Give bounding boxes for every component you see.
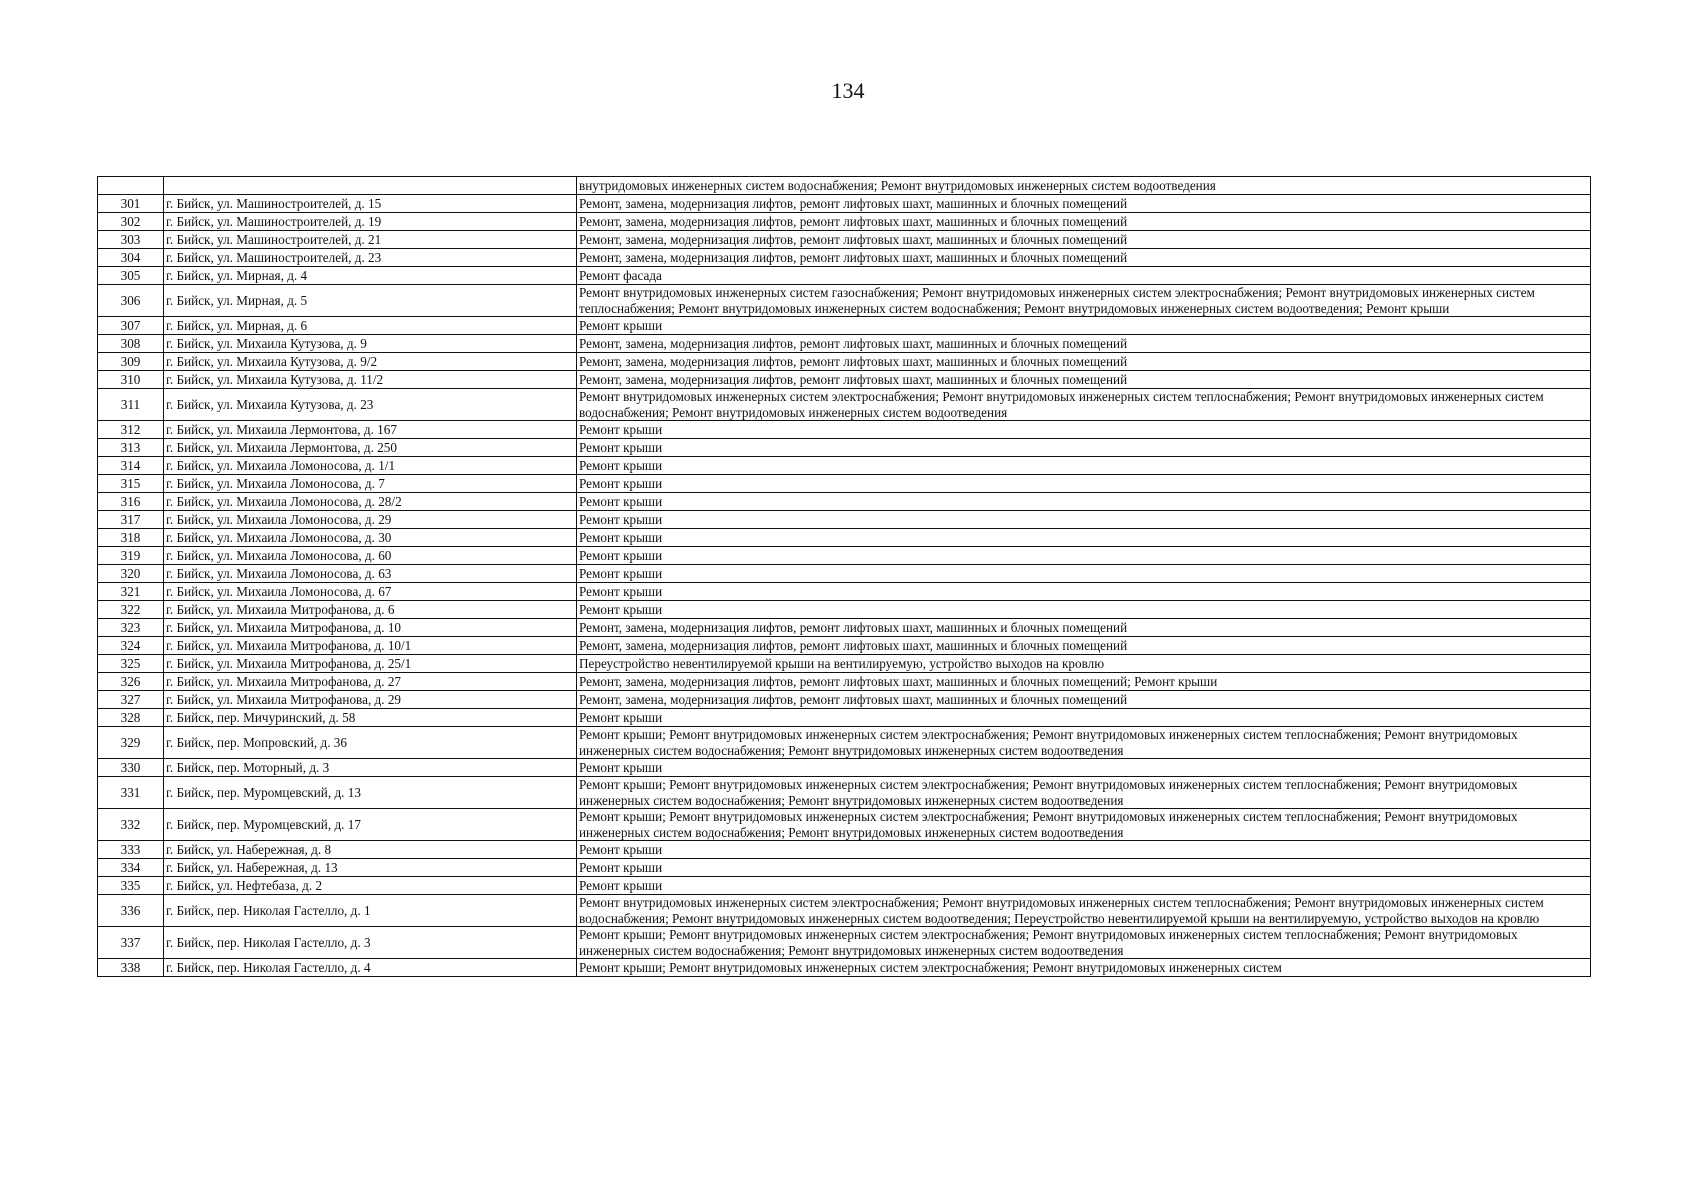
work-type-cell: Ремонт крыши; Ремонт внутридомовых инженерных систем электроснабжения; Ремонт внутридомовых инженерных систем теплоснабжения; Ремонт внутридомовых инженерных систем водоснабжения; Ремонт внутридомовых инженерных систем водоотведения [577, 809, 1591, 841]
table-row [98, 895, 1591, 927]
row-number-cell: 315 [98, 475, 164, 493]
address-cell: г. Бийск, пер. Мичуринский, д. 58 [164, 709, 577, 727]
address-cell: г. Бийск, пер. Мопровский, д. 36 [164, 727, 577, 759]
row-number-cell: 311 [98, 389, 164, 421]
row-number-cell: 335 [98, 877, 164, 895]
table-row [98, 959, 1591, 977]
address-cell: г. Бийск, ул. Михаила Ломоносова, д. 29 [164, 511, 577, 529]
address-cell: г. Бийск, ул. Михаила Кутузова, д. 9 [164, 335, 577, 353]
table-row [98, 285, 1591, 317]
row-number-cell: 319 [98, 547, 164, 565]
table-row [98, 727, 1591, 759]
address-cell: г. Бийск, ул. Михаила Кутузова, д. 11/2 [164, 371, 577, 389]
table-row [98, 475, 1591, 493]
work-type-cell: Ремонт крыши [577, 877, 1591, 895]
page-number: 134 [831, 78, 865, 103]
work-type-cell: Ремонт крыши [577, 601, 1591, 619]
work-type-cell: Ремонт крыши; Ремонт внутридомовых инженерных систем электроснабжения; Ремонт внутридомовых инженерных систем теплоснабжения; Ремонт внутридомовых инженерных систем водоснабжения; Ремонт внутридомовых инженерных систем водоотведения [577, 777, 1591, 809]
work-type-cell: Ремонт крыши [577, 457, 1591, 475]
work-type-cell: Ремонт крыши [577, 511, 1591, 529]
table-row [98, 353, 1591, 371]
row-number-cell: 306 [98, 285, 164, 317]
table-row [98, 177, 1591, 195]
table-row [98, 547, 1591, 565]
row-number-cell: 332 [98, 809, 164, 841]
registry-body [98, 177, 1591, 977]
address-cell: г. Бийск, ул. Михаила Митрофанова, д. 27 [164, 673, 577, 691]
table-row [98, 371, 1591, 389]
work-type-cell: Ремонт крыши [577, 439, 1591, 457]
address-cell: г. Бийск, ул. Михаила Митрофанова, д. 6 [164, 601, 577, 619]
address-cell: г. Бийск, пер. Муромцевский, д. 13 [164, 777, 577, 809]
table-row [98, 529, 1591, 547]
work-type-cell: Ремонт, замена, модернизация лифтов, ремонт лифтовых шахт, машинных и блочных помещений [577, 213, 1591, 231]
work-type-cell: Ремонт крыши [577, 583, 1591, 601]
row-number-cell: 309 [98, 353, 164, 371]
table-row [98, 267, 1591, 285]
row-number-cell: 338 [98, 959, 164, 977]
row-number-cell: 324 [98, 637, 164, 655]
row-number-cell: 321 [98, 583, 164, 601]
row-number-cell: 301 [98, 195, 164, 213]
table-row [98, 583, 1591, 601]
row-number-cell: 308 [98, 335, 164, 353]
address-cell: г. Бийск, ул. Михаила Ломоносова, д. 28/2 [164, 493, 577, 511]
row-number-cell: 304 [98, 249, 164, 267]
row-number-cell: 331 [98, 777, 164, 809]
table-row [98, 637, 1591, 655]
work-type-cell: Ремонт крыши [577, 317, 1591, 335]
address-cell: г. Бийск, пер. Николая Гастелло, д. 4 [164, 959, 577, 977]
row-number-cell [98, 177, 164, 195]
table-row [98, 859, 1591, 877]
address-cell: г. Бийск, ул. Михаила Ломоносова, д. 63 [164, 565, 577, 583]
table-row [98, 439, 1591, 457]
row-number-cell: 320 [98, 565, 164, 583]
table-row [98, 213, 1591, 231]
table-row [98, 249, 1591, 267]
work-type-cell: Ремонт, замена, модернизация лифтов, ремонт лифтовых шахт, машинных и блочных помещений [577, 335, 1591, 353]
table-row [98, 759, 1591, 777]
table-row [98, 195, 1591, 213]
row-number-cell: 317 [98, 511, 164, 529]
table-row [98, 493, 1591, 511]
address-cell: г. Бийск, пер. Муромцевский, д. 17 [164, 809, 577, 841]
work-type-cell: Ремонт крыши [577, 759, 1591, 777]
address-cell: г. Бийск, ул. Машиностроителей, д. 23 [164, 249, 577, 267]
table-row [98, 709, 1591, 727]
address-cell: г. Бийск, ул. Михаила Кутузова, д. 23 [164, 389, 577, 421]
address-cell: г. Бийск, ул. Михаила Лермонтова, д. 167 [164, 421, 577, 439]
work-type-cell: Ремонт, замена, модернизация лифтов, ремонт лифтовых шахт, машинных и блочных помещений [577, 249, 1591, 267]
work-type-cell: Ремонт, замена, модернизация лифтов, ремонт лифтовых шахт, машинных и блочных помещений [577, 619, 1591, 637]
address-cell: г. Бийск, ул. Михаила Митрофанова, д. 29 [164, 691, 577, 709]
address-cell: г. Бийск, ул. Михаила Ломоносова, д. 7 [164, 475, 577, 493]
table-row [98, 335, 1591, 353]
row-number-cell: 334 [98, 859, 164, 877]
registry-table [97, 176, 1591, 977]
row-number-cell: 327 [98, 691, 164, 709]
row-number-cell: 313 [98, 439, 164, 457]
work-type-cell: Ремонт крыши [577, 493, 1591, 511]
row-number-cell: 325 [98, 655, 164, 673]
row-number-cell: 336 [98, 895, 164, 927]
row-number-cell: 312 [98, 421, 164, 439]
table-row [98, 389, 1591, 421]
table-row [98, 421, 1591, 439]
table-row [98, 927, 1591, 959]
address-cell: г. Бийск, ул. Михаила Ломоносова, д. 30 [164, 529, 577, 547]
address-cell: г. Бийск, ул. Михаила Митрофанова, д. 10/1 [164, 637, 577, 655]
work-type-cell: Ремонт крыши [577, 475, 1591, 493]
work-type-cell: Ремонт, замена, модернизация лифтов, ремонт лифтовых шахт, машинных и блочных помещений [577, 691, 1591, 709]
address-cell: г. Бийск, ул. Михаила Ломоносова, д. 60 [164, 547, 577, 565]
row-number-cell: 310 [98, 371, 164, 389]
row-number-cell: 305 [98, 267, 164, 285]
work-type-cell: Ремонт внутридомовых инженерных систем электроснабжения; Ремонт внутридомовых инженерных систем теплоснабжения; Ремонт внутридомовых инженерных систем водоснабжения; Ремонт внутридомовых инженерных систем водоотведения; Переустройство невентилируемой крыши на вентилируемую, устройство выходов на кровлю [577, 895, 1591, 927]
work-type-cell: Ремонт крыши [577, 547, 1591, 565]
work-type-cell: Ремонт внутридомовых инженерных систем электроснабжения; Ремонт внутридомовых инженерных систем теплоснабжения; Ремонт внутридомовых инженерных систем водоснабжения; Ремонт внутридомовых инженерных систем водоотведения [577, 389, 1591, 421]
table-row [98, 673, 1591, 691]
table-row [98, 877, 1591, 895]
address-cell: г. Бийск, ул. Набережная, д. 13 [164, 859, 577, 877]
address-cell: г. Бийск, пер. Николая Гастелло, д. 1 [164, 895, 577, 927]
work-type-cell: внутридомовых инженерных систем водоснабжения; Ремонт внутридомовых инженерных систем водоотведения [577, 177, 1591, 195]
address-cell: г. Бийск, ул. Машиностроителей, д. 19 [164, 213, 577, 231]
table-row [98, 565, 1591, 583]
address-cell: г. Бийск, ул. Мирная, д. 6 [164, 317, 577, 335]
address-cell: г. Бийск, ул. Михаила Ломоносова, д. 1/1 [164, 457, 577, 475]
work-type-cell: Ремонт крыши [577, 529, 1591, 547]
table-row [98, 511, 1591, 529]
work-type-cell: Ремонт внутридомовых инженерных систем газоснабжения; Ремонт внутридомовых инженерных систем электроснабжения; Ремонт внутридомовых инженерных систем теплоснабжения; Ремонт внутридомовых инженерных систем водоснабжения; Ремонт внутридомовых инженерных систем водоотведения; Ремонт крыши [577, 285, 1591, 317]
address-cell: г. Бийск, ул. Михаила Кутузова, д. 9/2 [164, 353, 577, 371]
address-cell: г. Бийск, ул. Набережная, д. 8 [164, 841, 577, 859]
address-cell: г. Бийск, ул. Машиностроителей, д. 15 [164, 195, 577, 213]
work-type-cell: Ремонт, замена, модернизация лифтов, ремонт лифтовых шахт, машинных и блочных помещений; Ремонт крыши [577, 673, 1591, 691]
address-cell [164, 177, 577, 195]
work-type-cell: Переустройство невентилируемой крыши на вентилируемую, устройство выходов на кровлю [577, 655, 1591, 673]
row-number-cell: 326 [98, 673, 164, 691]
row-number-cell: 337 [98, 927, 164, 959]
row-number-cell: 330 [98, 759, 164, 777]
row-number-cell: 314 [98, 457, 164, 475]
row-number-cell: 302 [98, 213, 164, 231]
table-row [98, 777, 1591, 809]
row-number-cell: 316 [98, 493, 164, 511]
table-row [98, 317, 1591, 335]
table-row [98, 619, 1591, 637]
table-row [98, 691, 1591, 709]
row-number-cell: 318 [98, 529, 164, 547]
work-type-cell: Ремонт, замена, модернизация лифтов, ремонт лифтовых шахт, машинных и блочных помещений [577, 231, 1591, 249]
address-cell: г. Бийск, ул. Мирная, д. 5 [164, 285, 577, 317]
row-number-cell: 329 [98, 727, 164, 759]
address-cell: г. Бийск, ул. Машиностроителей, д. 21 [164, 231, 577, 249]
row-number-cell: 323 [98, 619, 164, 637]
table-row [98, 809, 1591, 841]
table-row [98, 841, 1591, 859]
work-type-cell: Ремонт фасада [577, 267, 1591, 285]
work-type-cell: Ремонт крыши [577, 421, 1591, 439]
row-number-cell: 333 [98, 841, 164, 859]
address-cell: г. Бийск, ул. Михаила Лермонтова, д. 250 [164, 439, 577, 457]
work-type-cell: Ремонт крыши; Ремонт внутридомовых инженерных систем электроснабжения; Ремонт внутридомовых инженерных систем [577, 959, 1591, 977]
table-row [98, 655, 1591, 673]
address-cell: г. Бийск, ул. Мирная, д. 4 [164, 267, 577, 285]
address-cell: г. Бийск, ул. Нефтебаза, д. 2 [164, 877, 577, 895]
table-row [98, 457, 1591, 475]
address-cell: г. Бийск, ул. Михаила Ломоносова, д. 67 [164, 583, 577, 601]
address-cell: г. Бийск, пер. Моторный, д. 3 [164, 759, 577, 777]
table-row [98, 601, 1591, 619]
row-number-cell: 307 [98, 317, 164, 335]
row-number-cell: 328 [98, 709, 164, 727]
row-number-cell: 303 [98, 231, 164, 249]
work-type-cell: Ремонт, замена, модернизация лифтов, ремонт лифтовых шахт, машинных и блочных помещений [577, 637, 1591, 655]
work-type-cell: Ремонт крыши [577, 709, 1591, 727]
row-number-cell: 322 [98, 601, 164, 619]
address-cell: г. Бийск, пер. Николая Гастелло, д. 3 [164, 927, 577, 959]
address-cell: г. Бийск, ул. Михаила Митрофанова, д. 10 [164, 619, 577, 637]
work-type-cell: Ремонт крыши; Ремонт внутридомовых инженерных систем электроснабжения; Ремонт внутридомовых инженерных систем теплоснабжения; Ремонт внутридомовых инженерных систем водоснабжения; Ремонт внутридомовых инженерных систем водоотведения [577, 727, 1591, 759]
work-type-cell: Ремонт, замена, модернизация лифтов, ремонт лифтовых шахт, машинных и блочных помещений [577, 371, 1591, 389]
work-type-cell: Ремонт, замена, модернизация лифтов, ремонт лифтовых шахт, машинных и блочных помещений [577, 353, 1591, 371]
work-type-cell: Ремонт крыши [577, 841, 1591, 859]
table-row [98, 231, 1591, 249]
work-type-cell: Ремонт крыши [577, 565, 1591, 583]
address-cell: г. Бийск, ул. Михаила Митрофанова, д. 25/1 [164, 655, 577, 673]
work-type-cell: Ремонт, замена, модернизация лифтов, ремонт лифтовых шахт, машинных и блочных помещений [577, 195, 1591, 213]
work-type-cell: Ремонт крыши [577, 859, 1591, 877]
work-type-cell: Ремонт крыши; Ремонт внутридомовых инженерных систем электроснабжения; Ремонт внутридомовых инженерных систем теплоснабжения; Ремонт внутридомовых инженерных систем водоснабжения; Ремонт внутридомовых инженерных систем водоотведения [577, 927, 1591, 959]
